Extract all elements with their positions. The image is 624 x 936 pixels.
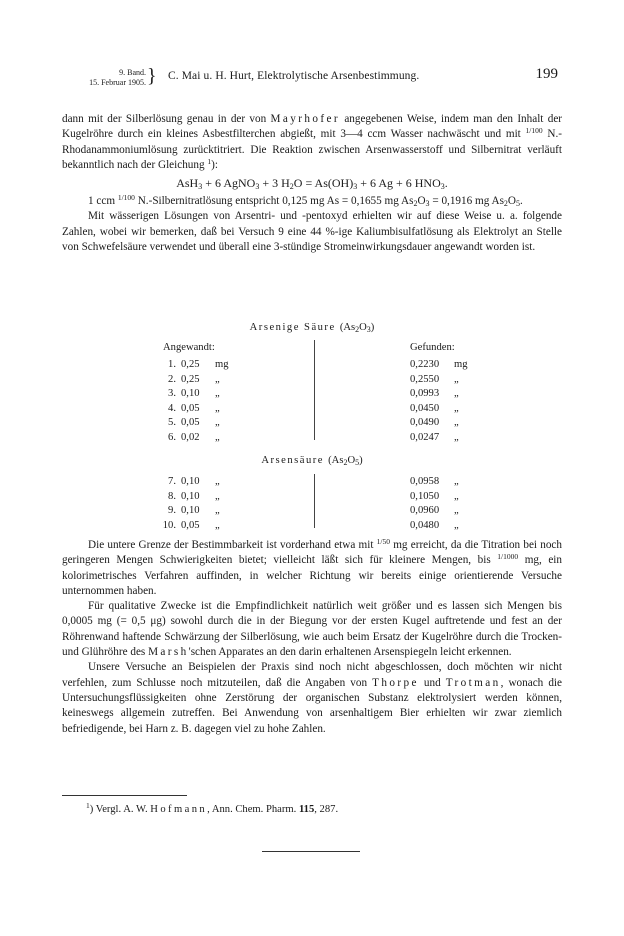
table-row-gefunden: 0,2230 mg (410, 359, 468, 370)
table-title-arsensaeure: Arsensäure $(As_2O_5)$ (261, 455, 363, 467)
paragraph-4: Die untere Grenze der Bestimmbarkeit ist vorderhand etwa mit $^{1/50}$ mg erreicht, da die Titration bei noch geringeren Mengen Schwierigkeiten bietet; vielleicht läßt sich für kleinere Mengen, bis $^{1/1000}$ mg, ein kolorimetrisches Verfahren auffinden, in welcher Richtung wir bereits einige orientierende Versuche unternommen haben. (62, 537, 563, 597)
table-row-gefunden: 0,0247 „ (410, 431, 459, 443)
table-divider (314, 340, 315, 440)
paragraph-6: Unsere Versuche an Beispielen der Praxis sind noch nicht abgeschlossen, doch möchten wir nicht verfehlen, zum Schlusse noch mitzuteilen, daß die Angaben von Thorpe und Trotman, wonach die Untersuchungsflüssigkeiten ohne Zerstörung der organischen Substanz elektrolysiert werden können, keineswegs allgemein zutreffen. Bei Anwendung von arsenhaltigem Bier erhielten wir zwar ziemlich befriedigende, bei Harn z. B. dagegen viel zu hohe Zahlen. (62, 661, 562, 735)
table-row-gefunden: 0,0450 „ (410, 402, 459, 414)
table-row-angewandt: 4. 0,05 „ (168, 402, 220, 414)
table-row-angewandt: 10. 0,05 „ (162, 519, 220, 531)
column-header-gefunden: Gefunden: (410, 342, 455, 353)
footnote-ref: 1 (207, 156, 212, 166)
paragraph-2: 1 ccm $^{1/100}$ N.-Silbernitratlösung entspricht 0,125 mg As = 0,1655 mg $As_2O_3 = 0,1916$ mg $As_2O_5$. (88, 193, 523, 209)
reaction-equation: AsH$_3$ + 6 AgNO$_3$ + 3 $H_2O = As(OH)_3 + 6$ Ag + 6 $HNO_3$. (176, 176, 448, 192)
running-title: C. Mai u. H. Hurt, Elektrolytische Arsenbestimmung. (168, 70, 420, 82)
table-divider-2 (314, 474, 315, 528)
table-row-gefunden: 0,0480 „ (410, 519, 459, 531)
table-row-angewandt: 3. 0,10 „ (168, 388, 220, 399)
table-row-angewandt: 9. 0,10 „ (168, 505, 220, 516)
author-name: Mayrhofer (270, 113, 340, 125)
table-row-gefunden: 0,1050 „ (410, 490, 459, 502)
header-volume: 9. Band. (119, 68, 146, 77)
table-row-angewandt: 6. 0,02 „ (168, 431, 220, 443)
paragraph-1: dann mit der Silberlösung genau in der von Mayrhofer angegebenen Weise, indem man den Inhalt der Kugelröhre durch ein kleines Asbestfilterchen abgießt, mit 3—4 ccm Wasser nachwäscht und mit $^{1/100}$ N.-Rhodanammoniumlösung zurücktitriert. Die Reaktion zwischen Arsenwasserstoff und Silbernitrat verläuft bekanntlich nach der Gleichung $^1$): (62, 113, 563, 171)
footnote: $^1$) Vergl. A. W. Hofmann, Ann. Chem. Pharm. 115, 287. (86, 801, 339, 815)
table-row-angewandt: 2. 0,25 „ (168, 373, 220, 385)
body-text-top (62, 112, 562, 255)
paragraph-5: Für qualitative Zwecke ist die Empfindlichkeit natürlich weit größer und es lassen sich Mengen bis 0,0005 mg (= 0,5 μg) sowohl durch die in der Biegung vor der ersten Kugel auftretende und fest an der Röhrenwand haftende Schwärzung der Silberlösung, wie auch beim Ersatz der Kugelröhre durch die Trocken- und Glühröhre des Marsh'schen Apparates an den darin erhaltenen Arsenspiegeln leicht erkennen. (62, 600, 562, 659)
header-brace: } (147, 65, 157, 87)
table-row-gefunden: 0,0490 „ (410, 417, 459, 428)
table-row-angewandt: 8. 0,10 „ (168, 490, 220, 502)
column-header-angewandt: Angewandt: (163, 342, 215, 353)
table-row-gefunden: 0,2550 „ (410, 373, 459, 385)
table-title-arsenige-saeure: Arsenige Säure $(As_2O_3)$ (249, 322, 375, 334)
paragraph-3: Mit wässerigen Lösungen von Arsentri- und -pentoxyd erhielten wir auf diese Weise u. a. folgende Zahlen, wobei wir bemerken, daß bei Versuch 9 eine 44 %-ige Kaliumbisulfatlösung als Elektrolyt an Stelle von Schwefelsäure verwendet und überall eine 3-stündige Stromeinwirkungsdauer angewandt worden ist. (62, 210, 562, 254)
table-row-angewandt: 7. 0,10 „ (168, 476, 220, 487)
table-row-angewandt: 1. 0,25 mg (168, 359, 229, 370)
body-text-bottom (62, 538, 562, 737)
header-volume-date (62, 68, 146, 88)
table-row-angewandt: 5. 0,05 „ (168, 417, 220, 428)
table-row-gefunden: 0,0958 „ (410, 476, 459, 487)
table-row-gefunden: 0,0993 „ (410, 388, 459, 399)
header-date: 15. Februar 1905. (89, 78, 146, 87)
footnote-rule (62, 795, 187, 796)
page-number: 199 (535, 66, 558, 82)
table-row-gefunden: 0,0960 „ (410, 505, 459, 516)
end-rule (262, 851, 360, 852)
